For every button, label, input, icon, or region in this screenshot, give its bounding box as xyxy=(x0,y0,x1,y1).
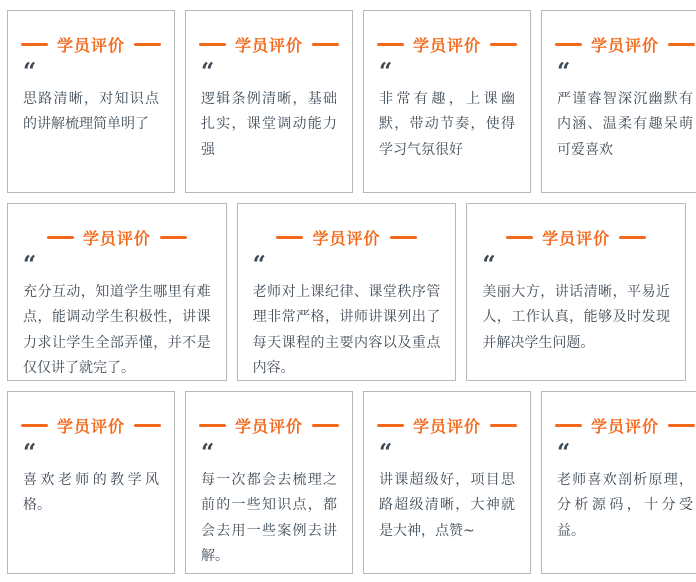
quote-icon: “ xyxy=(23,439,37,466)
review-card xyxy=(541,10,696,193)
review-text: 逻辑条例清晰，基础扎实，课堂调动能力强 xyxy=(201,91,338,158)
review-text: 讲课超级好，项目思路超级清晰，大神就是大神，点赞~ xyxy=(379,472,516,539)
review-card xyxy=(7,203,227,381)
quote-icon: “ xyxy=(557,439,571,466)
card-title: 学员评价 xyxy=(235,417,304,436)
header-dash-icon xyxy=(134,43,161,46)
quote-icon: “ xyxy=(482,251,496,278)
card-title: 学员评价 xyxy=(591,417,660,436)
card-title: 学员评价 xyxy=(57,417,126,436)
card-title: 学员评价 xyxy=(57,36,126,55)
review-text: 老师对上课纪律、课堂秩序管理非常严格，讲师讲课列出了每天课程的主要内容以及重点内容。 xyxy=(252,284,441,377)
quote-icon: “ xyxy=(201,439,215,466)
review-card xyxy=(7,10,175,193)
card-title: 学员评价 xyxy=(413,36,482,55)
header-dash-icon xyxy=(377,43,404,46)
review-text: 思路清晰，对知识点的讲解梳理简单明了 xyxy=(23,91,160,133)
quote-icon: “ xyxy=(379,58,393,85)
card-header xyxy=(377,33,517,56)
review-card xyxy=(7,391,175,574)
header-dash-icon xyxy=(668,43,695,46)
quote-icon: “ xyxy=(23,251,37,278)
card-header xyxy=(21,414,161,437)
header-dash-icon xyxy=(160,236,187,239)
card-header xyxy=(555,33,695,56)
card-header xyxy=(21,33,161,56)
review-card xyxy=(541,391,696,574)
card-title: 学员评价 xyxy=(591,36,660,55)
card-title: 学员评价 xyxy=(413,417,482,436)
card-header xyxy=(21,226,213,249)
review-text: 严谨睿智深沉幽默有内涵、温柔有趣呆萌可爱喜欢 xyxy=(557,91,694,158)
card-header xyxy=(199,414,339,437)
review-text: 美丽大方，讲话清晰，平易近人，工作认真，能够及时发现并解决学生问题。 xyxy=(482,284,670,351)
review-card xyxy=(185,391,353,574)
header-dash-icon xyxy=(47,236,74,239)
review-text: 喜欢老师的教学风格。 xyxy=(23,472,160,514)
header-dash-icon xyxy=(199,43,226,46)
header-dash-icon xyxy=(390,236,417,239)
header-dash-icon xyxy=(276,236,303,239)
header-dash-icon xyxy=(555,43,582,46)
card-header xyxy=(480,226,672,249)
header-dash-icon xyxy=(490,424,517,427)
reviews-row-3 xyxy=(7,391,694,574)
reviews-row-2 xyxy=(7,203,686,381)
review-text: 每一次都会去梳理之前的一些知识点，都会去用一些案例去讲解。 xyxy=(201,472,338,565)
header-dash-icon xyxy=(506,236,533,239)
review-text: 充分互动，知道学生哪里有难点，能调动学生积极性，讲课力求让学生全部弄懂，并不是仅仅讲了就完了。 xyxy=(23,284,211,377)
header-dash-icon xyxy=(312,424,339,427)
card-title: 学员评价 xyxy=(542,229,611,248)
header-dash-icon xyxy=(668,424,695,427)
card-title: 学员评价 xyxy=(312,229,381,248)
review-card xyxy=(237,203,457,381)
header-dash-icon xyxy=(21,43,48,46)
header-dash-icon xyxy=(134,424,161,427)
quote-icon: “ xyxy=(23,58,37,85)
header-dash-icon xyxy=(377,424,404,427)
card-header xyxy=(377,414,517,437)
quote-icon: “ xyxy=(379,439,393,466)
header-dash-icon xyxy=(199,424,226,427)
review-card xyxy=(185,10,353,193)
review-card xyxy=(466,203,686,381)
header-dash-icon xyxy=(21,424,48,427)
review-card xyxy=(363,391,531,574)
header-dash-icon xyxy=(312,43,339,46)
card-header xyxy=(199,33,339,56)
card-header xyxy=(555,414,695,437)
quote-icon: “ xyxy=(201,58,215,85)
header-dash-icon xyxy=(490,43,517,46)
card-title: 学员评价 xyxy=(82,229,151,248)
review-text: 老师喜欢剖析原理，分析源码，十分受益。 xyxy=(557,472,694,539)
review-card xyxy=(363,10,531,193)
quote-icon: “ xyxy=(252,251,266,278)
reviews-row-1 xyxy=(7,10,694,193)
quote-icon: “ xyxy=(557,58,571,85)
header-dash-icon xyxy=(555,424,582,427)
header-dash-icon xyxy=(619,236,646,239)
card-header xyxy=(251,226,443,249)
card-title: 学员评价 xyxy=(235,36,304,55)
review-text: 非常有趣，上课幽默，带动节奏，使得学习气氛很好 xyxy=(379,91,516,158)
